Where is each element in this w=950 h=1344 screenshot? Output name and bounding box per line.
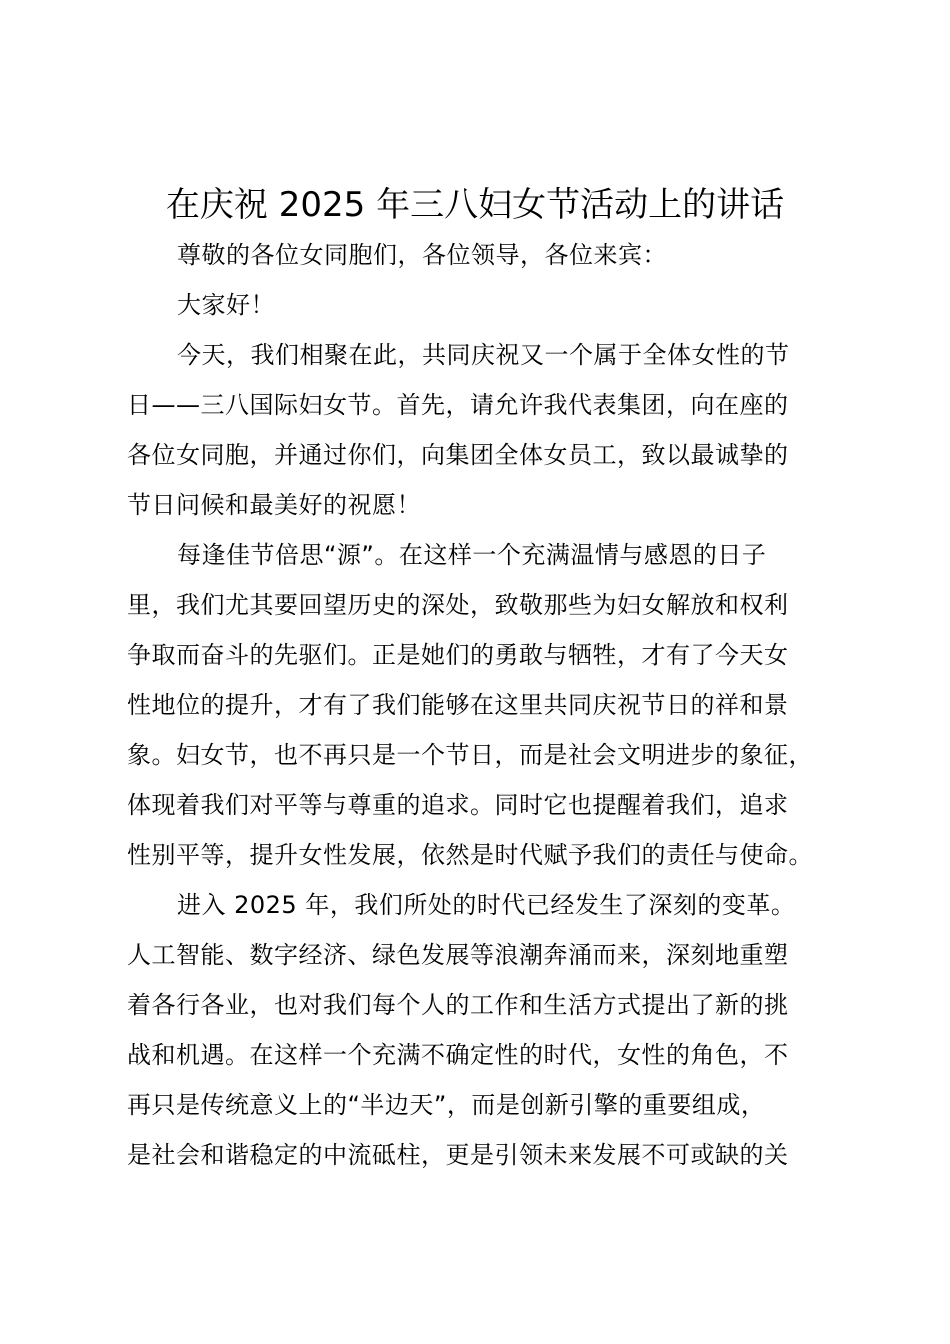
paragraph-line: 体现着我们对平等与尊重的追求。同时它也提醒着我们，追求 [127, 791, 789, 819]
paragraph-line: 性别平等，提升女性发展，依然是时代赋予我们的责任与使命。 [127, 841, 813, 869]
paragraph-line: 里，我们尤其要回望历史的深处，致敬那些为妇女解放和权利 [127, 591, 789, 619]
document-title: 在庆祝 2025 年三八妇女节活动上的讲话 [165, 185, 785, 225]
paragraph-line: 战和机遇。在这样一个充满不确定性的时代，女性的角色，不 [127, 1041, 789, 1069]
paragraph-line: 今天，我们相聚在此，共同庆祝又一个属于全体女性的节 [177, 341, 790, 369]
paragraph-line: 日——三八国际妇女节。首先，请允许我代表集团，向在座的 [127, 391, 789, 419]
paragraph-line: 每逢佳节倍思“源”。在这样一个充满温情与感恩的日子 [177, 541, 767, 569]
paragraph-line: 争取而奋斗的先驱们。正是她们的勇敢与牺牲，才有了今天女 [127, 641, 789, 669]
paragraph-line: 性地位的提升，才有了我们能够在这里共同庆祝节日的祥和景 [127, 691, 789, 719]
paragraph-line: 节日问候和最美好的祝愿！ [127, 491, 421, 519]
paragraph-line: 着各行各业，也对我们每个人的工作和生活方式提出了新的挑 [127, 991, 789, 1019]
paragraph-line: 人工智能、数字经济、绿色发展等浪潮奔涌而来，深刻地重塑 [127, 941, 789, 969]
paragraph-line: 各位女同胞，并通过你们，向集团全体女员工，致以最诚挚的 [127, 441, 789, 469]
paragraph-line: 进入 2025 年，我们所处的时代已经发生了深刻的变革。 [177, 891, 796, 919]
paragraph-line: 是社会和谐稳定的中流砥柱，更是引领未来发展不可或缺的关 [127, 1141, 789, 1169]
greeting-line: 大家好！ [177, 291, 275, 319]
paragraph-line: 再只是传统意义上的“半边天”，而是创新引擎的重要组成， [127, 1091, 766, 1119]
paragraph-line: 象。妇女节，也不再只是一个节日，而是社会文明进步的象征， [127, 741, 813, 769]
salutation-line: 尊敬的各位女同胞们，各位领导，各位来宾： [177, 241, 667, 269]
